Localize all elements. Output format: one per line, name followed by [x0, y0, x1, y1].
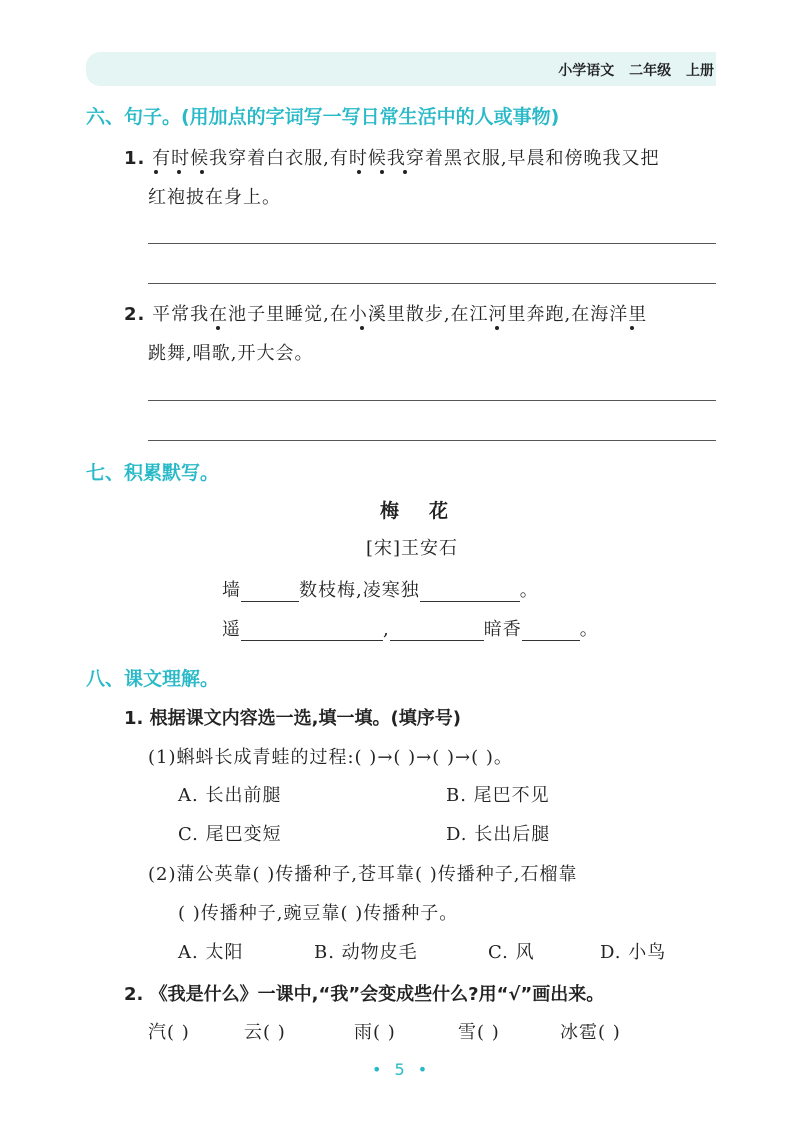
poem-text: 遥: [222, 619, 241, 640]
poem-text: 暗香: [483, 619, 522, 640]
emphasis-dot: [380, 170, 384, 174]
section-6-q2-line1: [124, 300, 647, 326]
fill-blank[interactable]: [390, 622, 484, 641]
poem-text: 。: [519, 580, 539, 601]
poem-line-1: [222, 576, 539, 602]
question-number: 2.: [124, 304, 146, 325]
question-text: 平常我在池子里睡觉,在小溪里散步,在江河里奔跑,在海洋里: [152, 304, 648, 325]
question-text: 《我是什么》一课中,“我”会变成些什么?用“√”画出来。: [149, 984, 605, 1005]
question-text: 根据课文内容选一选,填一填。(填序号): [149, 708, 461, 729]
emphasis-dot: [200, 170, 204, 174]
option-c: C. 风: [488, 942, 535, 963]
emphasis-dot: [177, 170, 181, 174]
emphasis-dot: [154, 170, 158, 174]
question-number: 1.: [124, 148, 146, 169]
checkbox-item[interactable]: 云( ): [244, 1022, 286, 1043]
emphasis-dot: [357, 170, 361, 174]
question-number: 1.: [124, 708, 144, 729]
answer-line[interactable]: [148, 283, 716, 284]
fill-blank[interactable]: [522, 622, 580, 641]
poem-text: 数枝梅,凌寒独: [299, 580, 420, 601]
answer-line[interactable]: [148, 440, 716, 441]
poem-text: ,: [383, 619, 390, 640]
section-6-title: 六、句子。(用加点的字词写一写日常生活中的人或事物): [86, 106, 560, 128]
option-a: A. 太阳: [178, 942, 244, 963]
checkbox-item[interactable]: 冰雹( ): [560, 1022, 621, 1043]
header-title: 小学语文 二年级 上册: [558, 63, 714, 79]
poem-line-2: [222, 615, 599, 641]
sub-question-2-line2: ( )传播种子,豌豆靠( )传播种子。: [178, 903, 459, 924]
answer-line[interactable]: [148, 400, 716, 401]
option-d: D. 长出后腿: [446, 824, 551, 845]
option-a: A. 长出前腿: [178, 785, 282, 806]
sub-question-2-line1: (2)蒲公英靠( )传播种子,苍耳靠( )传播种子,石榴靠: [148, 864, 578, 885]
emphasis-dot: [360, 326, 364, 330]
section-8-q1-instruction: [124, 704, 461, 730]
section-6-q2-line2: 跳舞,唱歌,开大会。: [148, 343, 314, 364]
checkbox-item[interactable]: 雪( ): [458, 1022, 500, 1043]
option-b: B. 动物皮毛: [314, 942, 418, 963]
option-d: D. 小鸟: [600, 942, 667, 963]
question-number: 2.: [124, 984, 144, 1005]
emphasis-dot: [216, 326, 220, 330]
section-6-q1-line1: [124, 144, 660, 170]
section-7-title: 七、积累默写。: [86, 462, 220, 484]
fill-blank[interactable]: [241, 622, 383, 641]
question-text: 有时候我穿着白衣服,有时候我穿着黑衣服,早晨和傍晚我又把: [152, 148, 660, 169]
option-c: C. 尾巴变短: [178, 824, 282, 845]
checkbox-item[interactable]: 雨( ): [354, 1022, 396, 1043]
checkbox-item[interactable]: 汽( ): [148, 1022, 190, 1043]
section-6-q1-line2: 红袍披在身上。: [148, 187, 281, 208]
fill-blank[interactable]: [420, 583, 520, 602]
emphasis-dot: [403, 170, 407, 174]
poem-text: 。: [579, 619, 599, 640]
emphasis-dot: [630, 326, 634, 330]
poem-author: [宋]王安石: [366, 538, 459, 559]
fill-blank[interactable]: [241, 583, 299, 602]
section-8-q2-instruction: [124, 980, 604, 1006]
page-number: • 5 •: [372, 1060, 428, 1079]
section-8-title: 八、课文理解。: [86, 668, 220, 690]
poem-text: 墙: [222, 580, 241, 601]
emphasis-dot: [495, 326, 499, 330]
option-b: B. 尾巴不见: [446, 785, 550, 806]
poem-title: 梅花: [380, 500, 479, 522]
answer-line[interactable]: [148, 243, 716, 244]
sub-question-1: (1)蝌蚪长成青蛙的过程:( )→( )→( )→( )。: [148, 747, 513, 768]
